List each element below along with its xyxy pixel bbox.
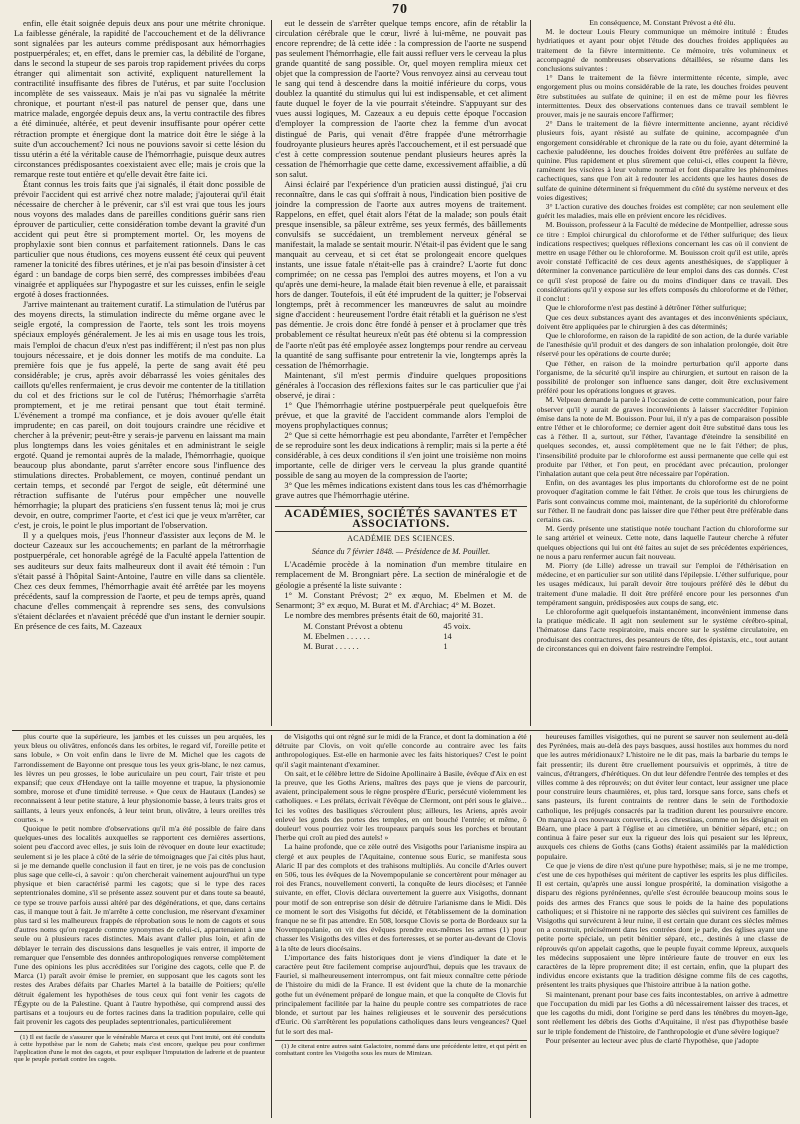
paragraph: 1° Dans le traitement de la fièvre intermittente récente, simple, avec engorgement plus ou moins considérable de la rate, les douches froides peuvent être substituées au sulfate de quinine; il en est de même pour les fièvres intermittentes. Deux des observations contenues dans ce travail semblent le prouver, mais je ne saurais encore l'affirmer;: [536, 73, 788, 120]
election-result: En conséquence, M. Constant Prévost a été élu.: [589, 18, 736, 27]
vote-count: 14: [443, 631, 452, 641]
paragraph: M. Velpeau demande la parole à l'occasion de cette communication, pour faire observer qu'il y aurait de graves inconvénients à laisser s'accréditer l'opinion émise dans la note de M. Bouisson. Pour lui, il n'y a pas de comparaison possible entre l'éther et le chloroforme; ce dernier agent doit être substitué dans tous les cas à l'éther. Il a, surtout, sur l'éther, l'avantage d'éteindre la sensibilité en quelques secondes, et, aussi complètement que ne le fait l'éther; de plus, l'insensibilité produite par le chloroforme est aussi permanente que celle qui est produite par l'éther, et l'on peut, en procédant avec précaution, prolonger l'inhalation autant que cela peut être nécessaire par l'opération.: [536, 395, 788, 478]
paragraph: M. Piorry (de Lille) adresse un travail sur l'emploi de l'éthérisation en médecine, et en particulier sur son utilité dans l'épilepsie. L'éther sulfurique, pour les usages médicaux, lui paraît devoir être toujours préféré dès le début du traitement d'une maladie. Il doit être préféré encore pour les personnes d'un tempérament sanguin, prédisposées aux coups de sang, etc.: [536, 560, 788, 607]
paragraph: 3° L'action curative des douches froides est complète; car non seulement elle guérit les maladies, mais elle en prévient encore les récidives.: [536, 202, 788, 221]
paragraph: J'arrive maintenant au traitement curatif. La stimulation de l'utérus par des moyens directs, la stimulation indirecte du même organe avec le seigle ergoté, la compression de l'aorte, tels sont les trois moyens spéciaux employés généralement. Je les ai mis en usage tous les trois, mais l'emploi de chacun d'eux n'est pas indifférent; il n'est pas non plus toujours nécessaire, et je dois donner les motifs de ma conduite. La première fois que je fus appelé, la perte de sang avait été peu considérable; je crus, après avoir débarrassé les voies génitales des caillots qu'elles renfermaient, je crus devoir me contenter de la titillation du col et des frictions sur le col de l'utérus; l'hémorrhagie s'arrêta promptement, et je me retirai pensant que tout était terminé. L'événement a trompé ma confiance, et je dois avouer qu'elle était imprudente; en cas pareil, on doit toujours craindre une récidive et chercher à la prévenir; peut-être y serais-je parvenu en laissant ma main plus longtemps dans les voies génitales et en administrant le seigle ergoté. Quand je remontai auprès de la malade, l'hémorrhagie, quoique beaucoup plus abondante, parut s'arrêter encore sous l'influence des stimulations directes. Probablement, ce moyen, continué pendant un certain temps, et secondé par l'ergot de seigle, eût déterminé une rétraction suffisante de l'utérus pour empêcher une nouvelle hémorrhagie; la plupart des praticiens s'en fussent tenus là; moi je crus devoir, en outre, comprimer l'aorte, et c'est ici que je veux m'arrêter, car c'est, je crois, le point le plus important de l'observation.: [14, 299, 266, 531]
candidate-name: M. Constant Prévost a obtenu: [303, 621, 403, 631]
paragraph: eut le dessein de s'arrêter quelque temps encore, afin de rétablir la circulation cérébrale que le cœur, livré à lui-même, ne pouvait pas encore reprendre; de là cette idée : la compression de l'aorte ne suspend pas seulement l'hémorrhagie, elle fait aussi refluer vers le cerveau la plus grande quantité de sang possible. Or, quel moyen remplira mieux cet objet que la compression de l'aorte? Vous renvoyez ainsi au cerveau tout le sang qui tend à descendre dans la moitié inférieure du corps, vous doublez la quantité du stimulus qui lui est indispensable, et cet aliment faute duquel le foyer de la vie pourrait s'éteindre. S'appuyant sur des vues aussi logiques, M. Cazeaux a eu depuis cette époque l'occasion d'employer la compression de l'aorte chez la femme d'un avocat distingué de Paris, qui venait d'être frappée d'une métrorrhagie foudroyante plusieurs heures après l'accouchement, et il est persuadé que c'est à cette compression soutenue pendant plusieurs heures après la cessation de l'hémorrhagie que cette dame, excessivement affaiblie, a dû son salut.: [275, 18, 527, 179]
paragraph: M. le docteur Louis Fleury communique un mémoire intitulé : Études hydriatiques et ayant pour objet l'étude des douches froides appliquées au traitement de la fièvre intermittente. Ce mémoire, très volumineux et accompagné de nombreuses observations détaillées, se résume dans les conclusions suivantes :: [536, 27, 788, 74]
paragraph: Enfin, on des avantages les plus importants du chloroforme est de ne point provoquer d'agitation comme le fait l'éther. Je crois que tous les chirurgiens de Paris sont convaincus comme moi, maintenant, de la supériorité du chloroforme sur l'éther. Il ne faudrait donc pas laisser dire que l'éther peut être préférable dans certains cas.: [536, 478, 788, 524]
footnote: [14, 1031, 265, 1064]
session-line: Séance du 7 février 1848. — Présidence de M. Pouillet.: [311, 547, 491, 557]
paragraph: On sait, et le célèbre lettre de Sidoine Apollinaire à Basile, évêque d'Aix en est la preuve, que les Goths Ariens, maîtres des pays que je viens de parcourir, avaient, principalement sous le règne prospère d'Euric, persécuté violemment les catholiques. « Les prélats, écrivait l'évêque de Clermont, ont péri sous le glaive... Ici les voûtes des basiliques s'écroulent plus; ailleurs, les Ariens, après avoir enlevé les gonds des portes des temples, en ont bouché l'entrée; et même, ô douleur! vous pourriez voir les troupeaux parqués sous les porches et broutant l'herbe qui croît au pied des autels! »: [275, 768, 527, 843]
top-band: [14, 18, 788, 730]
candidate-name: M. Burat . . . . . .: [303, 641, 359, 651]
paragraph: Le nombre des membres présents était de 60, majorité 31.: [284, 609, 484, 620]
paragraph: M. Bouisson, professeur à la Faculté de médecine de Montpellier, adresse sous ce titre : Emploi chirurgical du chloroforme et de l'éther sulfurique; des lieux indications respectives; quelques réflexions concernant les cas où il convient de mettre en usage l'éther ou le chloroforme. M. Bouisson croit qu'il est utile, après avoir constaté l'efficacité de ces deux agents anesthésiques, de s'appliquer à déterminer la convenance particulière de leur emploi dans des cas donnés. C'est ce qu'il s'est proposé de faire ou du moins d'indiquer dans ce travail. Des considérations qu'il y expose sur les effets composés du chloroforme et de l'éther, il conclut :: [536, 220, 788, 304]
paragraph: Ainsi éclairé par l'expérience d'un praticien aussi distingué, j'ai cru reconnaître, dans le cas qui s'offrait à nous, l'indication bien positive de joindre la compression de l'aorte aux autres moyens de traitement. Rappelons, en effet, quel était alors l'état de la malade; son pouls était presque insensible, sa pâleur extrême, ses yeux fermés, des bâillements convulsifs se succédaient, un tremblement nerveux général se manifestait, la malade se sentait mourir. N'était-il pas évident que le sang manquait au cerveau, et si cet état se prolongeait encore quelques instants, une issue fatale n'était-elle pas à craindre? L'aorte fut donc comprimée; on ne cessa pas l'emploi des autres moyens, et l'on a vu qu'après une demi-heure, la malade était bien revenue à elle, et paraissait hors de danger. Toutefois, il eût été imprudent de la quitter; je l'observai longtemps, prêt à recommencer les manœuvres de salut au moindre signe d'accident : heureusement l'ordre était rétabli et la guérison ne s'est pas démentie. Je crois donc être fondé à penser et à proclamer que très probablement ce résultat heureux n'eût pas été obtenu si la compression de l'aorte n'eût pas été employée assez longtemps pour rendre au cerveau la quantité de sang suffisante pour entretenir la vie, longtemps après la cessation de l'hémorrhagie.: [275, 178, 527, 370]
paragraph: de Visigoths qui ont régné sur le midi de la France, et dont la domination a été détruite par Clovis, on voit qu'elle concorde au contraire avec les faits anthropologiques. Est-elle en harmonie avec les faits historiques? C'est le point qu'il s'agit maintenant d'examiner.: [275, 732, 527, 769]
paragraph: L'Académie procède à la nomination d'un membre titulaire en remplacement de M. Brongniart père. La section de minéralogie et de géologie a présenté la liste suivante :: [275, 559, 527, 590]
paragraph: M. Gerdy présente une statistique notée touchant l'action du chloroforme sur le sang artériel et veineux. Cette note, dans laquelle l'auteur cherche à réfuter quelques objections qui lui ont été faites au sujet de ses précédentes expériences, ne nous a paru renfermer aucun fait nouveau.: [536, 524, 788, 561]
top-column-1: [14, 18, 265, 730]
paragraph: Il y a quelques mois, j'eus l'honneur d'assister aux leçons de M. le docteur Cazeaux sur les accouchements; en parlant de la métrorrhagie postpuerpérale, cet honorable agrégé de la Faculté appela l'attention de ses auditeurs sur deux faits malheureux dont il avait été témoin : l'un s'était passé à l'hôpital Saint-Antoine, l'autre en ville dans sa clientèle. Chez ces deux femmes, l'hémorrhagie avait été arrêtée par les moyens précédents, sauf la compression de l'aorte, et peu de temps après, quand chacune d'elles commençait à reprendre ses sens, des convulsions s'étaient déclarées et n'avaient précédé que d'un instant le dernier soupir. En présence de ces faits, M. Cazeaux: [14, 530, 266, 631]
academy-subheading: ACADÉMIE DES SCIENCES.: [347, 534, 455, 544]
bottom-column-1: [14, 732, 265, 1120]
candidate-name: M. Ebelmen . . . . . .: [303, 631, 370, 641]
paragraph: Ce que je viens de dire n'est qu'une pure hypothèse; mais, si je ne me trompe, c'est une de ces hypothèses qui méritent de captiver les esprits les plus difficiles. Il est certain, qu'après une aussi longue prospérité, la domination visigothe a disparu des régions pyrénéennes, qu'elle s'est écroulée beaucoup moins sous le poids des armes des Francs que sous le poids de la haine des populations catholiques; et si l'histoire ni ne rapporte des siècles qui suivirent ces familles de Visigoths qui survécurent à leur ruine, il est certain que durant ces siècles mêmes on a construit, précisément dans les contrées dont je parle, des églises ayant une petite porte spéciale, un petit bénitier séparé, etc., destinés à une classe de réprouvés qu'on appelait cagoths, que le peuple fuyait comme lépreux, auxquels les médecins supposaient une lèpre intérieure faute de trouver en eux les caractères de la lèpre proprement dite; il est certain, enfin, que la plupart des individus encore existants que la tradition désigne comme fils de ces cagoths, présentent les traits physiques que l'histoire attribue à la nation gothe.: [536, 860, 788, 990]
section-heading: ACADÉMIES, SOCIÉTÉS SAVANTES ET ASSOCIATIONS.: [275, 506, 526, 532]
paragraph: Le chloroforme agit quelquefois instantanément, inconvénient immense dans la pratique médicale. Il agit non seulement sur le système cérébro-spinal, l'hématose dans l'acte respiratoire, mais encore sur le système circulatoire, en produisant des contractures, des pesanteurs de tête, des épistaxis, etc., tout autant de circonstances qui en doivent faire restreindre l'emploi.: [536, 607, 788, 653]
paragraph: 1° M. Constant Prévost; 2° ex æquo, M. Ebelmen et M. de Senarmont; 3° ex æquo, M. Burat et M. d'Archiac; 4° M. Bozet.: [275, 589, 527, 610]
bottom-column-3: [537, 732, 788, 1120]
vote-count: 45 voix.: [443, 621, 471, 631]
bottom-column-2: [275, 732, 526, 1120]
paragraph: Étant connus les trois faits que j'ai signalés, il était donc possible de prévoir l'accident qui est arrivé chez notre malade; j'ajouterai qu'il était nécessaire de chercher à le prévenir, car s'il est vrai que tous les jours nous voyons des malades dans de pareilles conditions guérir sans rien éprouver de particulier, cette considération tombe devant la gravité d'un accident qui peut être si promptement mortel. Or, les moyens de prophylaxie sont bien connus et parfaitement rationnels. Dans le cas particulier que nous étudions, ces moyens eussent été ceux qui peuvent ramener la tonicité des fibres utérines, et je n'ai pas besoin d'insister à cet égard : un bandage de corps bien serré, des compresses imbibées d'eau vinaigrée et appliquées sur l'hypogastre et sur les cuisses, enfin le seigle ergoté à doses fractionnées.: [14, 178, 266, 300]
footnote-text: (1) Il est facile de s'assurer que le vénérable Marca et ceux qui l'ont imité, ont été conduits à cette hypothèse par le nom de Gahets; mais c'est encore, quelque peu pour confirmer l'application d'une le mot des cagots, et pour expliquer l'imputation de ladrerie et de puanteur que le peuple portait contre les cagots.: [14, 1033, 266, 1064]
paragraph: La haine profonde, que ce zèle outré des Visigoths pour l'arianisme inspira au clergé et aux peuples de l'Aquitaine, contenue sous Euric, se manifesta sous Alaric II par des complots et des trahisons multipliés. Au concile d'Arles ouvert en 506, tous les évêques de la Novempopulanie se concertèrent pour ménager au roi des Francs, nouvellement converti, la conquête de leurs diocèses; et l'année suivante, en effet, Clovis déclara ouvertement la guerre aux Visigoths, donnant pour motif de son entreprise son désir de détruire l'arianisme dans le Midi. Dès ce moment le sort des Visigoths fut décidé, et l'établissement de la domination franque ne se fit pas attendre. En 508, lorsque Clovis se porta de Bordeaux sur la Novempopulanie, on vit des évêques prendre eux-mêmes les armes (1) pour chasser les Visigoths des villes et des forteresses, et se porter au-devant de Clovis à la tête de leurs diocésains.: [275, 842, 527, 953]
vote-row: [303, 622, 526, 632]
paragraph: 3° Que les mêmes indications existent dans tous les cas d'hémorrhagie grave autres que l'hémorrhagie utérine.: [275, 480, 527, 501]
paragraph: Que le chloroforme, en raison de la rapidité de son action, de la durée variable de l'anesthésie qu'il produit et des dangers de son inhalation prolongée, doit être réservé pour les opérations de courte durée;: [536, 330, 788, 359]
paragraph: Que l'éther, en raison de la moindre perturbation qu'il apporte dans l'organisme, de la sécurité qu'il inspire au chirurgien, et surtout en raison de la possibilité de prolonger son influence sans danger, doit être exclusivement préféré pour les opérations longues et graves.: [536, 358, 788, 396]
paragraph: 2° Que si cette hémorrhagie est peu abondante, l'arrêter et l'empêcher de se reproduire sont les deux indications à remplir; mais si la perte a été considérable, à ces deux conditions il s'en joint une troisième non moins importante, celle de diriger vers le cerveau la plus grande quantité possible de sang au moyen de la compression de l'aorte;: [275, 429, 527, 481]
paragraph: L'importance des faits historiques dont je viens d'indiquer la date et le caractère peut être facilement comprise aujourd'hui, depuis que les travaux de Fauriel, si malheureusement interrompus, ont fait mieux connaître cette période de l'histoire du midi de la France. Il est évident que la chute de la monarchie gothe fut un événement préparé de longue main, et que la conquête de Clovis fut principalement facilitée par la haine du peuple contre ses compatriotes de race blonde, et surtout par les haines religieuses et le souvenir des persécutions d'Euric. Où s'arrêtèrent les populations catholiques dans leurs vengeances? Quel fut le sort des mal-: [275, 952, 527, 1036]
vote-tally: [303, 622, 526, 652]
paragraph: Maintenant, s'il m'est permis d'induire quelques propositions générales à l'occasion des réflexions faites sur le cas particulier que j'ai observé, je dirai :: [275, 369, 527, 400]
vote-count: 1: [443, 641, 448, 651]
footnote-text: (1) Je citerai entre autres saint Galactoire, nommé dans une précédente lettre, et qui périt en combattant contre les Visigoths sous les murs de Mimizan.: [275, 1042, 527, 1058]
vote-row: [303, 642, 526, 652]
paragraph: enfin, elle était soignée depuis deux ans pour une métrite chronique. La faiblesse générale, la rapidité de l'accouchement et de la délivrance sont signalées par les auteurs comme prédisposant aux hémorrhagies postpuerpérales; et, en effet, dans le premier cas, la débilité de l'organe, dans le second la stupeur de ses parois trop rapidement privées du corps étranger qui alimentait son activité, expliquent naturellement la contractilité insuffisante des fibres de l'utérus, et par suite l'occlusion incomplète de ses vaisseaux. Mais je n'ai pas vu signalée la métrite chronique, et pourtant n'est-il pas naturel de penser que, dans une matrice malade, engorgée depuis deux ans, la vertu contractile des fibres a été diminuée, altérée, et peut devenir insuffisante pour opérer cette rétraction prompte et énergique dont la matrice doit être le siége à la suite d'un accouchement? Ici nous ne pouvions savoir si cette lésion du tissu utérin a été la véritable cause de l'hémorrhagie, puisque deux autres circonstances prédisposantes coexistaient avec elle; mais je crois que la remarque reste tout entière et qu'elle devait être faite ici.: [14, 18, 266, 179]
paragraph: Quoique le petit nombre d'observations qu'il m'a été possible de faire dans quelques-unes des localités auxquelles se rapportent ces dernières assertions, soient peu d'accord avec elles, je suis loin de révoquer en doute leur exactitude; seulement si je les place à côté de la série de témoignages que j'ai cités plus haut, si je me demande quelle conclusion il faut en tirer, je ne vois pas de conclusion plus sage que celle-ci, à savoir : qu'on chercherait vainement aujourd'hui un type physique et bien caractérisé parmi les cagots; que si le type des races septentrionales domine, s'il se présente assez souvent pur et dans toute sa beauté, ce type se trouve parfois aussi altéré par des dégénérations, et que, dans certains cas, il manque tout à fait. Je m'arrête à cette conclusion, me réservant d'examiner plus tard si les malheureux frappés de réprobation sous le nom de cagots et sous d'autres noms qu'on regarde comme synonymes de celui-ci, appartenaient à une seule ou à plusieurs races distinctes. Mais avant d'aller plus loin, et afin de déblayer le terrain des discussions dans lesquelles je vais entrer, il importe de remarquer que l'ensemble des données anthropologiques renverse complètement l'une des opinions les plus accréditées sur l'origine des cagots, celle que P. de Marca (1) paraît avoir émise le premier, en supposant que les cagots sont les restes des Arabes défaits par Charles Martel à la bataille de Poitiers; qu'elle détruit également les hypothèses de tous ceux qui font venir les cagots de l'Égypte ou de la Palestine. Quant à l'autre hypothèse, qui comprend aussi des partisans et a toujours eu de fortes racines dans la tradition populaire, celle qui fait provenir les cagots des peuplades septentrionales, particulièrement: [14, 824, 266, 1027]
top-column-2: [275, 18, 526, 730]
column-rule: [530, 20, 531, 726]
paragraph: Que le chloroforme n'est pas destiné à détrôner l'éther sulfurique;: [545, 303, 747, 313]
vote-row: [303, 632, 526, 642]
band-divider: [12, 730, 788, 731]
footnote: [275, 1040, 526, 1058]
column-rule: [271, 20, 272, 726]
paragraph: Que ces deux substances ayant des avantages et des inconvénients spéciaux, doivent être appliquées par le chirurgien à des cas déterminés;: [536, 312, 788, 331]
paragraph: 2° Dans le traitement de la fièvre intermittente ancienne, ayant récidivé plusieurs fois, ayant résisté au sulfate de quinine, accompagnée d'un engorgement considérable et chronique de la rate ou du foie, ayant déterminé la cachexie paludéenne, les douches froides doivent être préférées au sulfate de quinine. Plus rapidement et plus sûrement que celui-ci, elles coupent la fièvre, ramènent les viscères à leur volume normal et font disparaître les phénomènes cachectiques, sans que l'on ait à redouter les accidents que les hautes doses de sulfate de quinine déterminent si fréquemment du côté du système nerveux et des voies digestives;: [536, 119, 788, 202]
page-number: 70: [392, 2, 408, 17]
paragraph: Pour présenter au lecteur avec plus de clarté l'hypothèse, que j'adopte: [545, 1035, 759, 1045]
paragraph: plus courte que la supérieure, les jambes et les cuisses un peu arquées, les yeux bleus ou olivâtres, enfoncés dans les orbites, le regard vif, l'oreille petite et sans lobule, » On voit enfin dans le livre de M. Michel que les cagots de l'arrondissement de Bayonne ont presque tous les yeux gris-blanc, le nez camus, les lèvres un peu grosses, le lobe auriculaire un peu court, l'air triste et peu expansif; que ceux d'Hendaye ont la taille moyenne et trapue, la physionomie sombre, morose et d'une timidité terreuse. » Que ceux de Hautaux (Landes) se reconnaissent à leur petite stature, à leur physionomie basse, à leurs traits gros et saillants, à leurs yeux enfoncés, à leur teint brun, olivâtre, à leurs oreilles très courtes. »: [14, 732, 266, 824]
paragraph: heureuses familles visigothes, qui ne purent se sauver non seulement au-delà des Pyrénées, mais au-delà des pays basques, aussi hostiles aux hommes du nord que les autres méridionaux? L'histoire ne le dit pas, mais la barbarie du temps le fait pressentir; ils durent être cruellement poursuivis et opprimés, à titre de vaincus, d'étrangers, d'hérétiques. On dut leur défendre l'entrée des temples et des villes comme à des réprouvés; on dut éviter leur contact, leur assigner une place pour construire leurs chaumières, et, plus tard, lorsque sans force, sans chefs et sans pasteurs, ils furent contraints de rentrer dans le sein de l'orthodoxie catholique, les préjugés consacrés par la tradition durent les poursuivre encore. On marqua à ces nouveaux convertis, à ces chrestiaas, comme on les désignait en Béarn, une place à part à l'église et au cimetière, un bénitier séparé, etc.; on continua à faire peser sur eux la rigueur des lois qui pesaient sur les lépreux, auxquels ces chiens de Goths (cans Goths) étaient assimilés par la malédiction populaire.: [536, 732, 788, 861]
top-column-3: [537, 18, 788, 730]
bottom-band: [14, 732, 788, 1120]
paragraph: Si maintenant, prenant pour base ces faits incontestables, on arrive à admettre que l'occupation du midi par les Goths a dû nécessairement laisser des traces, et que les cagoths du midi, dont l'origine se perd dans les ténèbres du moyen-âge, sont réellement les débris des Goths d'Aquitaine, il n'est pas d'hypothèse basée sur le triple fondement de l'histoire, de l'anthropologie et d'une sévère logique?: [536, 989, 788, 1036]
paragraph: 1° Que l'hémorrhagie utérine postpuerpérale peut quelquefois être prévue, et que la gravité de l'accident commande alors l'emploi de moyens prophylactiques connus;: [275, 399, 527, 430]
